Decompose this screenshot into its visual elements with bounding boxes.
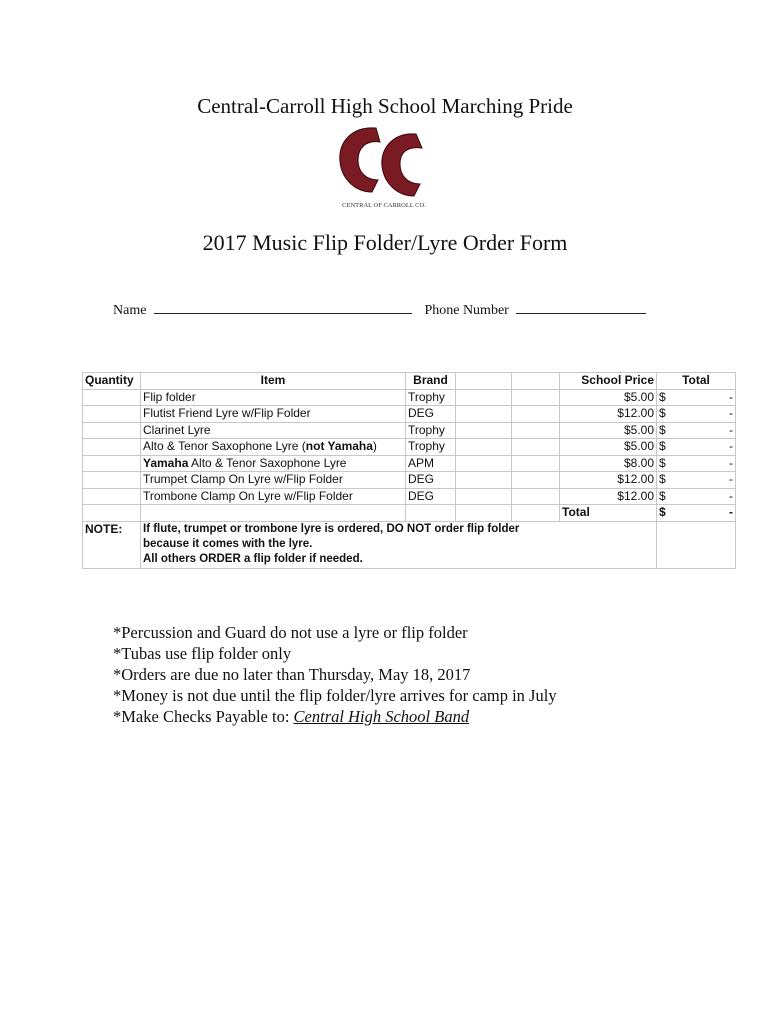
instructions-list	[113, 622, 557, 727]
list-item: *Make Checks Payable to: Central High School Band	[113, 707, 470, 726]
quantity-input[interactable]	[83, 422, 141, 439]
price-cell: $12.00	[560, 472, 657, 489]
item-cell: Trumpet Clamp On Lyre w/Flip Folder	[141, 472, 406, 489]
price-cell: $12.00	[560, 488, 657, 505]
price-cell: $5.00	[560, 439, 657, 456]
payee: Central High School Band	[293, 707, 470, 726]
quantity-input[interactable]	[83, 389, 141, 406]
phone-field[interactable]	[516, 301, 646, 314]
header-brand: Brand	[406, 373, 456, 390]
list-item: *Orders are due no later than Thursday, May 18, 2017	[113, 665, 471, 684]
total-cell: $ -	[657, 439, 736, 456]
phone-label: Phone Number	[424, 303, 509, 318]
header-item: Item	[141, 373, 406, 390]
total-cell: $ -	[657, 422, 736, 439]
cc-logo-icon	[332, 120, 436, 210]
logo-caption: CENTRAL OF CARROLL CO.	[342, 202, 426, 209]
brand-cell: DEG	[406, 406, 456, 423]
total-cell: $ -	[657, 389, 736, 406]
total-cell: $ -	[657, 455, 736, 472]
total-cell: $ -	[657, 488, 736, 505]
header-quantity: Quantity	[83, 373, 141, 390]
price-cell: $5.00	[560, 389, 657, 406]
name-field[interactable]	[154, 301, 412, 314]
header-school-price: School Price	[560, 373, 657, 390]
note-label: NOTE:	[83, 521, 141, 568]
list-item: *Money is not due until the flip folder/lyre arrives for camp in July	[113, 686, 557, 705]
order-table	[82, 372, 736, 569]
note-text: If flute, trumpet or trombone lyre is ordered, DO NOT order flip folder because it comes with the lyre. All others ORDER a flip folder if needed.	[141, 521, 657, 568]
quantity-input[interactable]	[83, 439, 141, 456]
total-cell: $ -	[657, 472, 736, 489]
price-cell: $8.00	[560, 455, 657, 472]
form-title: 2017 Music Flip Folder/Lyre Order Form	[202, 230, 568, 255]
brand-cell: Trophy	[406, 439, 456, 456]
list-item: *Tubas use flip folder only	[113, 644, 292, 663]
brand-cell: Trophy	[406, 422, 456, 439]
brand-cell: DEG	[406, 488, 456, 505]
table-row	[83, 422, 736, 439]
item-cell: Flip folder	[141, 389, 406, 406]
table-row	[83, 455, 736, 472]
price-cell: $5.00	[560, 422, 657, 439]
brand-cell: DEG	[406, 472, 456, 489]
brand-cell: APM	[406, 455, 456, 472]
quantity-input[interactable]	[83, 488, 141, 505]
table-row	[83, 472, 736, 489]
total-row	[83, 505, 736, 522]
table-row	[83, 439, 736, 456]
item-cell: Alto & Tenor Saxophone Lyre (not Yamaha)	[141, 439, 406, 456]
total-cell: $ -	[657, 406, 736, 423]
item-cell: Trombone Clamp On Lyre w/Flip Folder	[141, 488, 406, 505]
brand-cell: Trophy	[406, 389, 456, 406]
list-item: *Percussion and Guard do not use a lyre or flip folder	[113, 623, 468, 642]
quantity-input[interactable]	[83, 455, 141, 472]
item-cell: Yamaha Alto & Tenor Saxophone Lyre	[141, 455, 406, 472]
name-label: Name	[113, 303, 147, 318]
price-cell: $12.00	[560, 406, 657, 423]
quantity-input[interactable]	[83, 406, 141, 423]
grand-total: $ -	[657, 505, 736, 522]
note-row	[83, 521, 736, 568]
quantity-input[interactable]	[83, 472, 141, 489]
item-cell: Clarinet Lyre	[141, 422, 406, 439]
school-logo	[332, 120, 436, 210]
table-header-row	[83, 373, 736, 390]
item-cell: Flutist Friend Lyre w/Flip Folder	[141, 406, 406, 423]
page-title: Central-Carroll High School Marching Pride	[197, 94, 573, 118]
table-row	[83, 488, 736, 505]
header-total: Total	[657, 373, 736, 390]
table-row	[83, 389, 736, 406]
total-label: Total	[560, 505, 657, 522]
table-row	[83, 406, 736, 423]
contact-fields	[113, 301, 713, 319]
